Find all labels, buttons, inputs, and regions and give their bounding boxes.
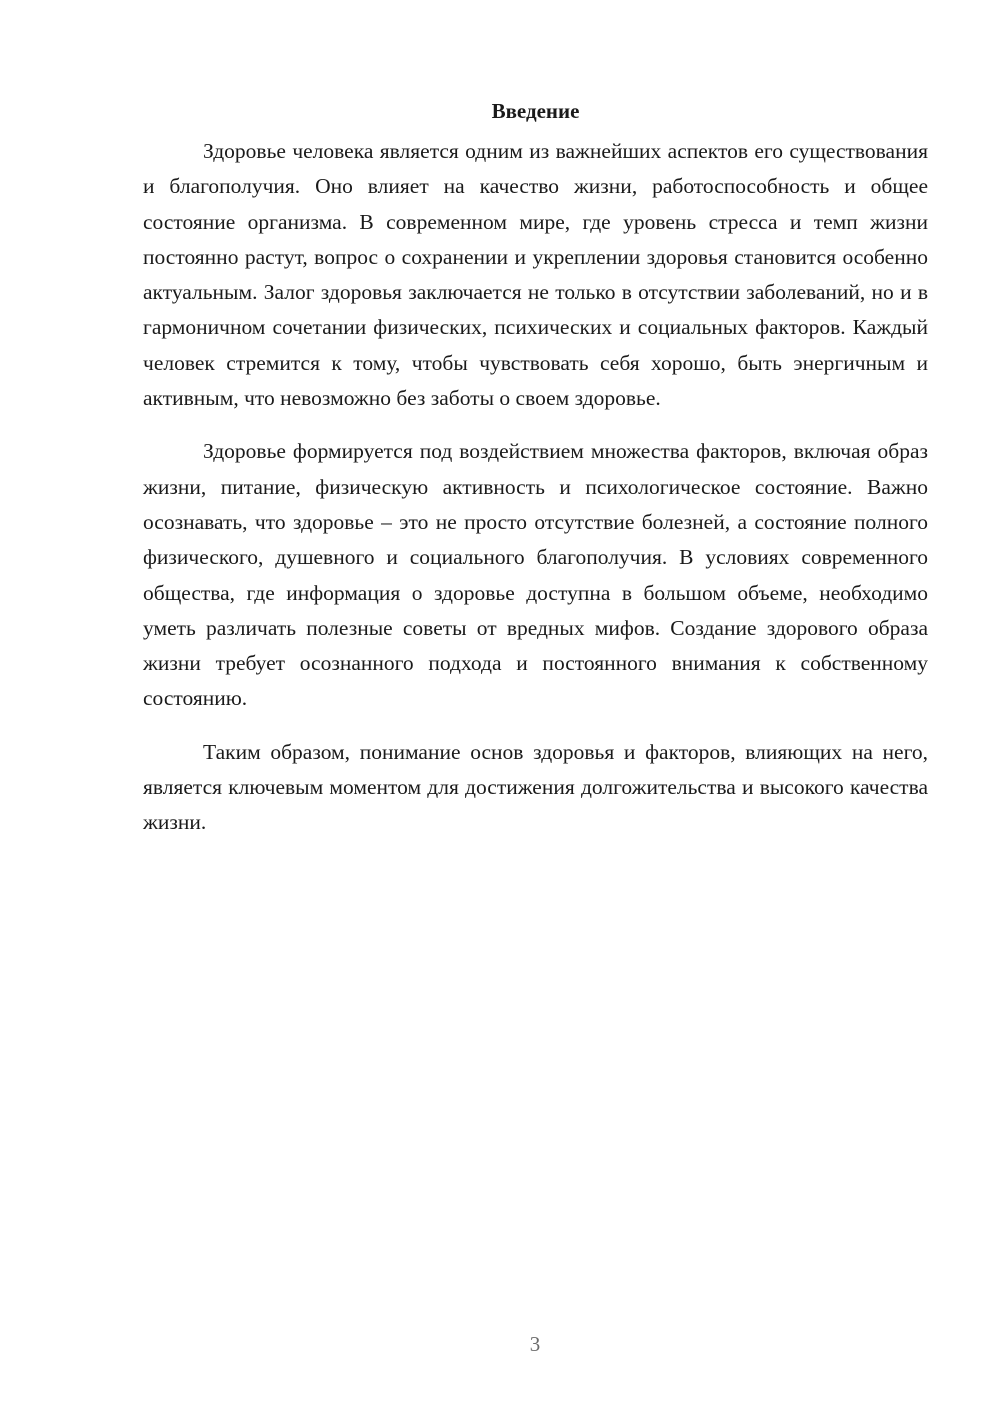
section-title: Введение <box>491 99 580 123</box>
document-body <box>143 95 928 859</box>
paragraph-2: Здоровье формируется под воздействием множества факторов, включая образ жизни, питание, физическую активность и психологическое состояние. Важно осознавать, что здоровье – это не просто отсутствие болезней, а состояние полного физического, душевного и социального благополучия. В условиях современного общества, где информация о здоровье доступна в большом объеме, необходимо уметь различать полезные советы от вредных мифов. Создание здорового образа жизни требует осознанного подхода и постоянного внимания к собственному состоянию. <box>143 439 928 711</box>
paragraph-1: Здоровье человека является одним из важнейших аспектов его существования и благополучия. Оно влияет на качество жизни, работоспособность и общее состояние организма. В современном мире, где уровень стресса и темп жизни постоянно растут, вопрос о сохранении и укреплении здоровья становится особенно актуальным. Залог здоровья заключается не только в отсутствии заболеваний, но и в гармоничном сочетании физических, психических и социальных факторов. Каждый человек стремится к тому, чтобы чувствовать себя хорошо, быть энергичным и активным, что невозможно без заботы о своем здоровье. <box>143 139 928 411</box>
page-number: 3 <box>529 1332 541 1356</box>
paragraph-3: Таким образом, понимание основ здоровья и факторов, влияющих на него, является ключевым моментом для достижения долгожительства и высокого качества жизни. <box>143 739 928 835</box>
